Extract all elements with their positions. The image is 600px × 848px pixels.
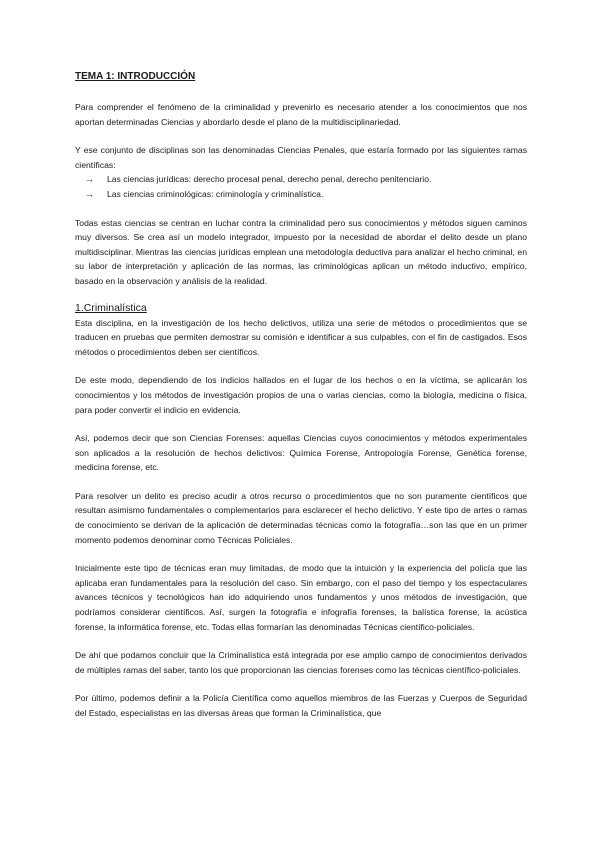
section-paragraph: De ahí que podamos concluir que la Criminalística está integrada por ese amplio campo de conocimientos derivados de múltiples ramas del saber, tanto los que proporcionan las ciencias forenses como las técnicas científico-policiales. xyxy=(75,650,527,675)
section-heading: 1.Criminalística xyxy=(75,301,147,314)
section-paragraph: Por último, podemos definir a la Policía Científica como aquellos miembros de las Fuerzas y Cuerpos de Seguridad del Estado, especialistas en las diversas áreas que forman la Criminalística, que xyxy=(75,693,527,718)
list-item xyxy=(85,187,527,202)
section-paragraph: Inicialmente este tipo de técnicas eran muy limitadas, de modo que la intuición y la experiencia del policía que las aplicaba eran fundamentales para la resolución del caso. Sin embargo, con el paso del tiempo y los espectaculares avances técnicos y tecnológicos han ido adquiriendo unos fundamentos y unos métodos de investigación, que podríamos considerar científicos. Así, surgen la fotografía e infografía forenses, la balística forense, la acústica forense, la informática forense, etc. Todas ellas formarían las denominadas Técnicas científico-policiales. xyxy=(75,563,527,632)
integrador-paragraph: Todas estas ciencias se centran en luchar contra la criminalidad pero sus conocimientos y métodos siguen caminos muy diversos. Se crea así un modelo integrador, impuesto por la necesidad de abordar el delito desde un plano multidisciplinar. Mientras las ciencias jurídicas emplean una metodología deductiva para analizar el hecho criminal, en su labor de interpretación y aplicación de las normas, las criminológicas aplican un método inductivo, empírico, basado en la observación y análisis de la realidad. xyxy=(75,217,527,286)
arrow-right-icon: → xyxy=(85,174,94,185)
arrow-right-icon: → xyxy=(85,188,94,199)
ciencias-list xyxy=(75,172,527,201)
list-item xyxy=(85,172,527,187)
list-item-text: Las ciencias criminológicas: criminología y criminalística. xyxy=(107,188,324,199)
ciencias-penales-paragraph: Y ese conjunto de disciplinas son las denominadas Ciencias Penales, que estaría formado por las siguientes ramas científicas: xyxy=(75,145,527,170)
section-paragraph: De este modo, dependiendo de los indicios hallados en el lugar de los hechos o en la víctima, se aplicarán los conocimientos y los métodos de investigación propios de una o varias ciencias, como la biología, medicina o física, para poder convertir el indicio en evidencia. xyxy=(75,375,527,415)
section-paragraph: Esta disciplina, en la investigación de los hecho delictivos, utiliza una serie de métodos o procedimientos que se traducen en pruebas que permiten demostrar su comisión e identificar a sus culpables, con el fin de castigados. Esos métodos o procedimientos deben ser científicos. xyxy=(75,317,527,357)
intro-paragraph: Para comprender el fenómeno de la criminalidad y prevenirlo es necesario atender a los conocimientos que nos aportan determinadas Ciencias y abordarlo desde el plano de la multidisciplinariedad. xyxy=(75,102,527,127)
section-paragraph: Para resolver un delito es preciso acudir a otros recurso o procedimientos que no son puramente científicos que resultan asimismo fundamentales o complementarios para esclarecer el hecho delictivo. Y este tipo de artes o ramas de conocimiento se derivan de la aplicación de determinadas técnicas como la fotografía…son las que en un primer momento podemos denominar como Técnicas Policiales. xyxy=(75,490,527,545)
section-paragraph: Así, podemos decir que son Ciencias Forenses: aquellas Ciencias cuyos conocimientos y métodos experimentales son aplicados a la resolución de hechos delictivos: Química Forense, Antropología Forense, Genética forense, medicina forense, etc. xyxy=(75,433,527,473)
list-item-text: Las ciencias jurídicas: derecho procesal penal, derecho penal, derecho penitenciario. xyxy=(107,174,432,185)
document-page xyxy=(75,70,527,721)
document-title: TEMA 1: INTRODUCCIÓN xyxy=(75,71,196,82)
